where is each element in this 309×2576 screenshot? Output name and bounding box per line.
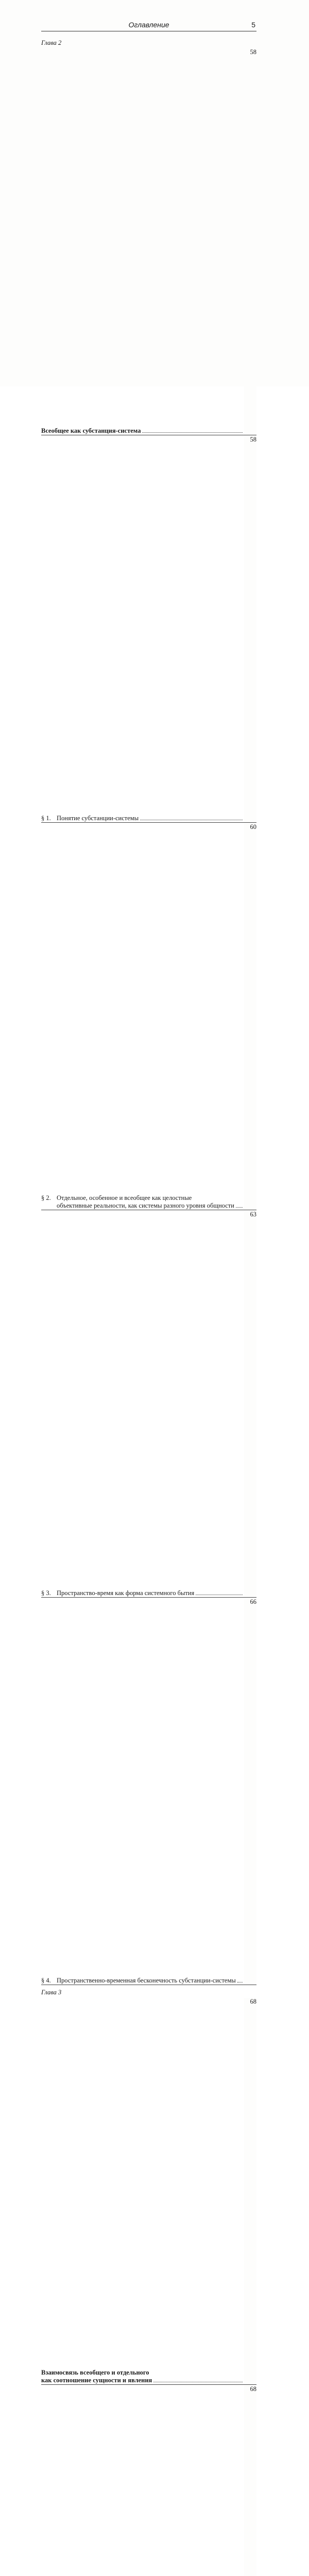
dot-leader [142, 432, 243, 433]
section-page-number: 66 [244, 1598, 256, 1985]
section-page-number: 60 [244, 823, 256, 1210]
section-title-line: объективные реальности, как системы разного уровня общности [57, 1202, 234, 1209]
section-entry[interactable] [41, 1597, 256, 1985]
chapter-title-entry[interactable] [41, 48, 256, 435]
chapter-title-line: Всеобщее как субстанция-система [41, 427, 141, 434]
header-title: Оглавление [128, 21, 169, 29]
section-title-line: Отдельное, особенное и всеобщее как целостные [57, 1194, 192, 1201]
chapter-label: Глава 2 [41, 39, 62, 46]
section-entry[interactable] [41, 435, 256, 822]
chapter-title-line: как соотношение сущности и явления [41, 2377, 152, 2384]
chapter-page-number: 68 [244, 1998, 256, 2384]
section-title-line: Понятие субстанции-системы [57, 815, 139, 822]
chapter-title-entry[interactable] [41, 1997, 256, 2384]
section-page-number: 58 [244, 436, 256, 822]
section-entry[interactable] [41, 2384, 256, 2576]
section-number: § 3. [41, 1589, 51, 1597]
section-number: § 1. [41, 815, 51, 822]
section-page-number: 63 [244, 1211, 256, 1597]
dot-leader [236, 1207, 243, 1208]
section-entry[interactable] [41, 1210, 256, 1597]
running-header [41, 20, 256, 31]
chapter-page-number: 58 [244, 48, 256, 435]
toc-chapter [41, 1989, 256, 2576]
table-of-contents [41, 39, 256, 2576]
section-title-line: Пространство-время как форма системного бытия [57, 1589, 195, 1597]
section-title-line: Пространственно-временная бесконечность субстанции-системы [57, 1977, 236, 1984]
section-number: § 2. [41, 1194, 51, 1201]
section-number: § 4. [41, 1977, 51, 1984]
page-number: 5 [251, 21, 255, 29]
chapter-label: Глава 3 [41, 1989, 62, 1996]
toc-chapter [41, 39, 256, 1985]
chapter-title-line: Взаимосвязь всеобщего и отдельного [41, 2369, 149, 2376]
section-page-number: 68 [244, 2385, 256, 2576]
section-entry[interactable] [41, 822, 256, 1210]
